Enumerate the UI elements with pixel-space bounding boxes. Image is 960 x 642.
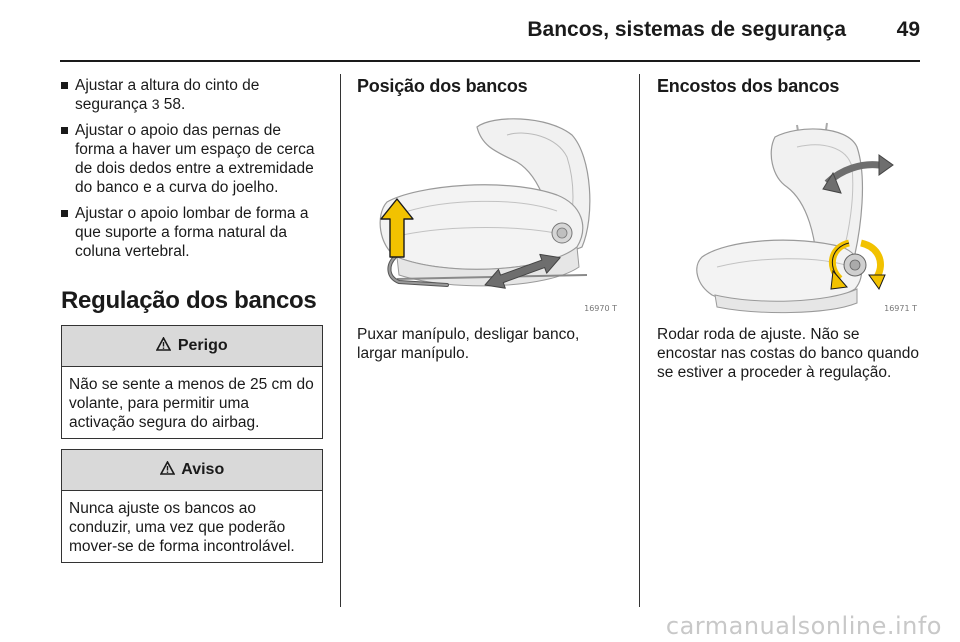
list-item-text: Ajustar o apoio das pernas de forma a haver um espaço de cerca de dois dedos entre a extremidade do banco e a curva do joelho. — [75, 122, 315, 196]
list-item — [61, 121, 323, 197]
warning-box-body: Nunca ajuste os bancos ao conduzir, uma vez que poderão mover-se de forma incontrolável. — [69, 500, 295, 555]
header-title: Bancos, sistemas de segurança — [527, 18, 846, 41]
backrest-caption: Rodar roda de ajuste. Não se encostar nas costas do banco quando se estiver a proceder à regulação. — [657, 326, 919, 381]
list-item — [61, 204, 323, 261]
header-divider — [60, 60, 920, 62]
seat-position-illustration — [357, 107, 619, 315]
warning-triangle-icon — [156, 337, 175, 354]
watermark: carmanualsonline.info — [665, 612, 942, 640]
warning-triangle-icon — [160, 461, 179, 478]
danger-box-title: Perigo — [177, 337, 228, 354]
middle-column — [357, 76, 619, 363]
danger-box-body: Não se sente a menos de 25 cm do volante, para permitir uma activação segura do airbag. — [69, 376, 314, 431]
column-divider — [340, 74, 341, 607]
column-divider — [639, 74, 640, 607]
right-column — [657, 76, 919, 382]
backrest-illustration — [657, 107, 919, 315]
bullet-list — [61, 76, 323, 261]
section-title: Regulação dos bancos — [61, 287, 317, 314]
danger-box-header — [62, 326, 322, 367]
page-reference: 58. — [159, 96, 186, 113]
warning-box-header — [62, 450, 322, 491]
seat-position-caption: Puxar manípulo, desligar banco, largar manípulo. — [357, 326, 580, 362]
list-item-text: Ajustar a altura do cinto de segurança — [75, 77, 260, 113]
seat-slide-icon — [357, 107, 619, 315]
list-item-text: Ajustar o apoio lombar de forma a que suporte a forma natural da coluna vertebral. — [75, 205, 309, 260]
figure-label: 16971 T — [884, 304, 917, 313]
backrest-recline-icon — [657, 107, 919, 315]
page-number: 49 — [896, 18, 920, 41]
seat-position-title: Posição dos bancos — [357, 76, 528, 96]
page-reference-icon: 3 — [151, 96, 160, 112]
figure-label: 16970 T — [584, 304, 617, 313]
backrest-title: Encostos dos bancos — [657, 76, 840, 96]
warning-box — [61, 449, 323, 563]
list-item — [61, 76, 323, 114]
left-column — [61, 76, 323, 571]
danger-box — [61, 325, 323, 439]
warning-box-title: Aviso — [181, 461, 225, 478]
